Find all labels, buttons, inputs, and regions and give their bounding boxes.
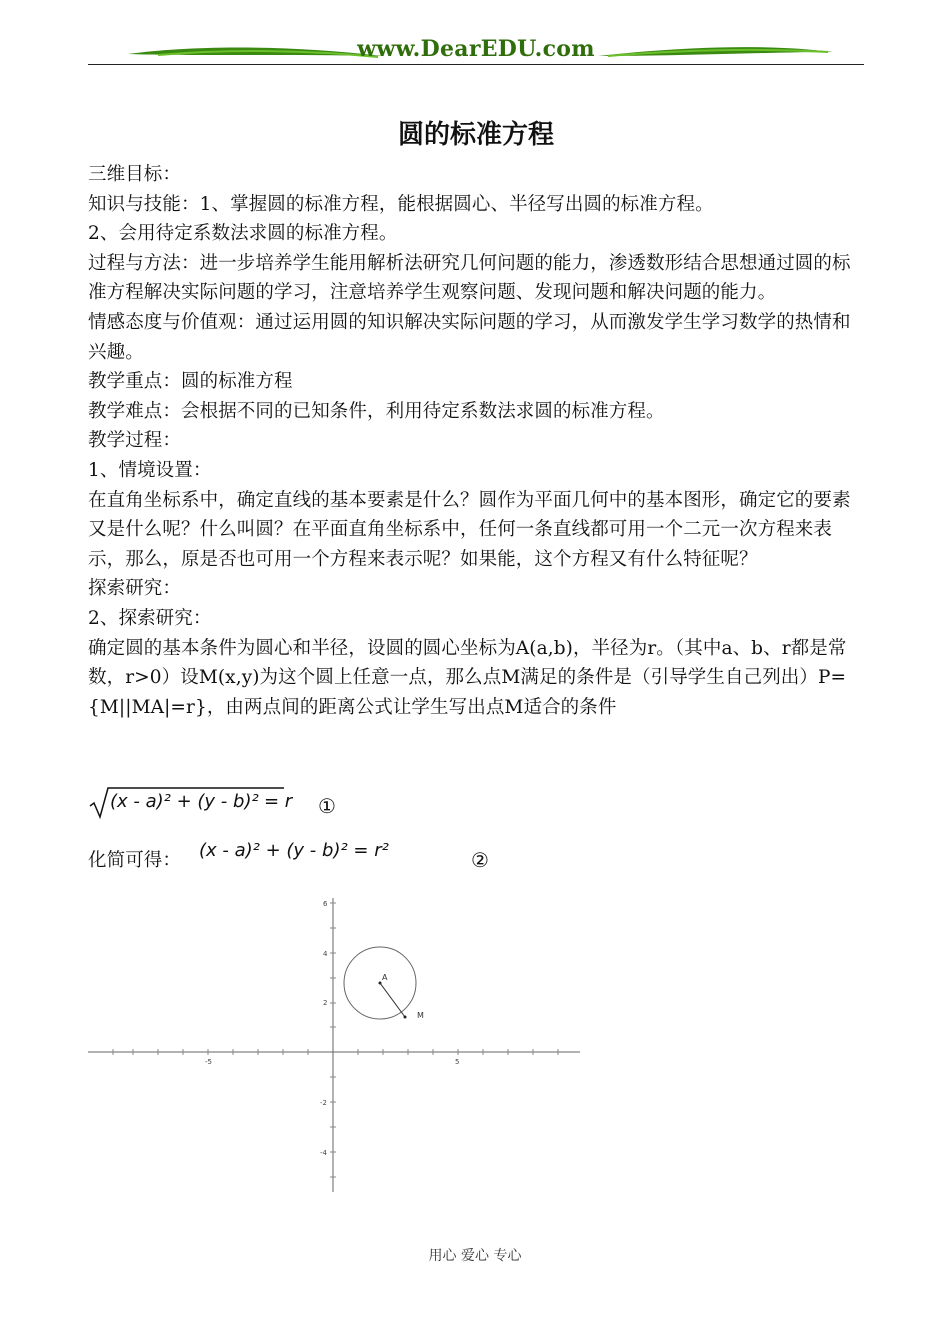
point-a-label: A (382, 973, 388, 982)
page-footer: 用心 爱心 专心 (428, 1248, 522, 1264)
formula-2-expr: (x - a)² + (y - b)² = r² (199, 840, 389, 861)
paragraph-knowledge: 知识与技能：1、掌握圆的标准方程，能根据圆心、半径写出圆的标准方程。 (88, 193, 714, 215)
y-tick-label: 6 (323, 900, 328, 908)
paragraph-difficulty: 教学难点：会根据不同的已知条件，利用待定系数法求圆的标准方程。 (88, 400, 665, 422)
formula-2-prefix: 化简可得： (88, 850, 182, 871)
formula-1 (88, 782, 864, 826)
formula-1-marker: ① (318, 794, 336, 818)
y-tick-label: -2 (320, 1099, 327, 1107)
paragraph-process: 过程与方法：进一步培养学生能用解析法研究几何问题的能力，渗透数形结合思想通过圆的标准方程解决实际问题的学习，注意培养学生观察问题、发现问题和解决问题的能力。 (88, 252, 851, 304)
coordinate-graph (88, 890, 588, 1200)
site-logo[interactable]: www.DearEDU.com (357, 36, 595, 62)
formula-1-rhs: = r (264, 791, 293, 812)
point-m-label: M (417, 1011, 424, 1020)
paragraph-objectives: 三维目标： (88, 164, 182, 185)
paragraph-explore-heading: 2、探索研究： (88, 607, 212, 629)
paragraph-knowledge-2: 2、会用待定系数法求圆的标准方程。 (88, 223, 398, 245)
y-tick-label: 2 (323, 999, 328, 1007)
paragraph-key-point: 教学重点：圆的标准方程 (88, 371, 293, 393)
paragraph-process-heading: 教学过程： (88, 430, 182, 452)
y-tick-label: -4 (320, 1149, 327, 1157)
document-body (88, 116, 864, 722)
x-tick-label: -5 (205, 1058, 212, 1066)
radius-segment (380, 983, 405, 1017)
paragraph-explore-label: 探索研究： (88, 578, 182, 600)
y-tick-label: 4 (323, 950, 328, 958)
paragraph-explore: 确定圆的基本条件为圆心和半径，设圆的圆心坐标为A(a,b)，半径为r。（其中a、b、r都是常数，r>0）设M(x,y)为这个圆上任意一点，那么点M满足的条件是（引导学生自己列出）P={M||MA|=r}，由两点间的距离公式让学生写出点M适合的条件 (88, 637, 847, 718)
page-title: 圆的标准方程 (397, 120, 554, 150)
formula-2 (88, 838, 864, 882)
header-banner (88, 30, 864, 70)
paragraph-scenario: 在直角坐标系中，确定直线的基本要素是什么？圆作为平面几何中的基本图形，确定它的要素又是什么呢？什么叫圆？在平面直角坐标系中，任何一条直线都可用一个二元一次方程来表示，那么，原是否也可用一个方程来表示呢？如果能，这个方程又有什么特征呢？ (88, 489, 851, 570)
formula-1-body: (x - a)² + (y - b)² (110, 791, 259, 812)
x-tick-label: 5 (455, 1058, 460, 1066)
paragraph-attitude: 情感态度与价值观：通过运用圆的知识解决实际问题的学习，从而激发学生学习数学的热情和兴趣。 (88, 311, 851, 363)
header-divider (88, 64, 864, 65)
paragraph-scenario-heading: 1、情境设置： (88, 459, 212, 481)
point-m-marker (404, 1016, 407, 1019)
formula-2-marker: ② (471, 848, 489, 872)
